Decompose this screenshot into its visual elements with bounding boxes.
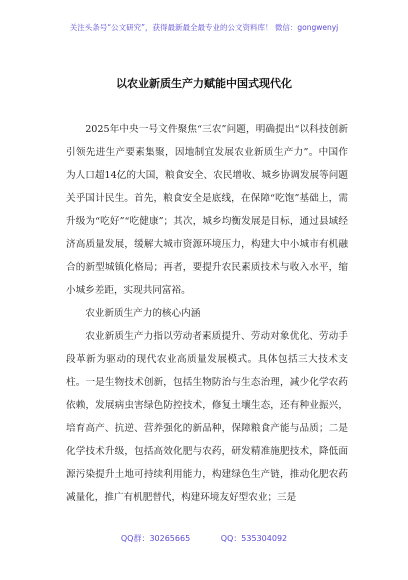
footer-contact — [0, 533, 408, 544]
footer-qq-group: QQ群：30265665 — [120, 534, 191, 543]
header-notice: 关注头条号“公文研究”，获得最新最全最专业的公文资料库！ 微信：gongwenyj — [69, 23, 339, 32]
document-body — [66, 118, 348, 509]
section-heading: 农业新质生产力的核心内涵 — [85, 308, 201, 319]
document-title: 以农业新质生产力赋能中国式现代化 — [116, 77, 292, 90]
paragraph-2: 农业新质生产力指以劳动者素质提升、劳动对象优化、劳动手段革新为驱动的现代农业高质量发展模式。具体包括三大技术支柱。一是生物技术创新，包括生物防治与生态治理，减少化学农药依赖，发展病虫害绿色防控技术，修复土壤生态，还有种业振兴，培育高产、抗逆、营养强化的新品种，保障粮食产能与品质；二是化学技术升级，包括高效化肥与农药，研发精准施肥技术，降低面源污染提升土地可持续利用能力，构建绿色生产链，推动化肥农药减量化，推广有机肥替代，构建环境友好型农业；三是 — [66, 331, 348, 503]
paragraph-1: 2025年中央一号文件聚焦“三农”问题，明确提出“以科技创新引领先进生产要素集聚，因地制宜发展农业新质生产力”。中国作为人口超14亿的大国，粮食安全、农民增收、城乡协调发展等问题关乎国计民生。首先，粮食安全是底线，在保障“吃饱”基础上，需升级为“吃好”“吃健康”；其次，城乡均衡发展是目标，通过县域经济高质量发展，缓解大城市资源环境压力，构建大中小城市有机融合的新型城镇化格局；再者，要提升农民素质技术与收入水平，缩小城乡差距，实现共同富裕。 — [66, 124, 348, 296]
footer-qq-number: QQ：535304092 — [220, 534, 288, 543]
